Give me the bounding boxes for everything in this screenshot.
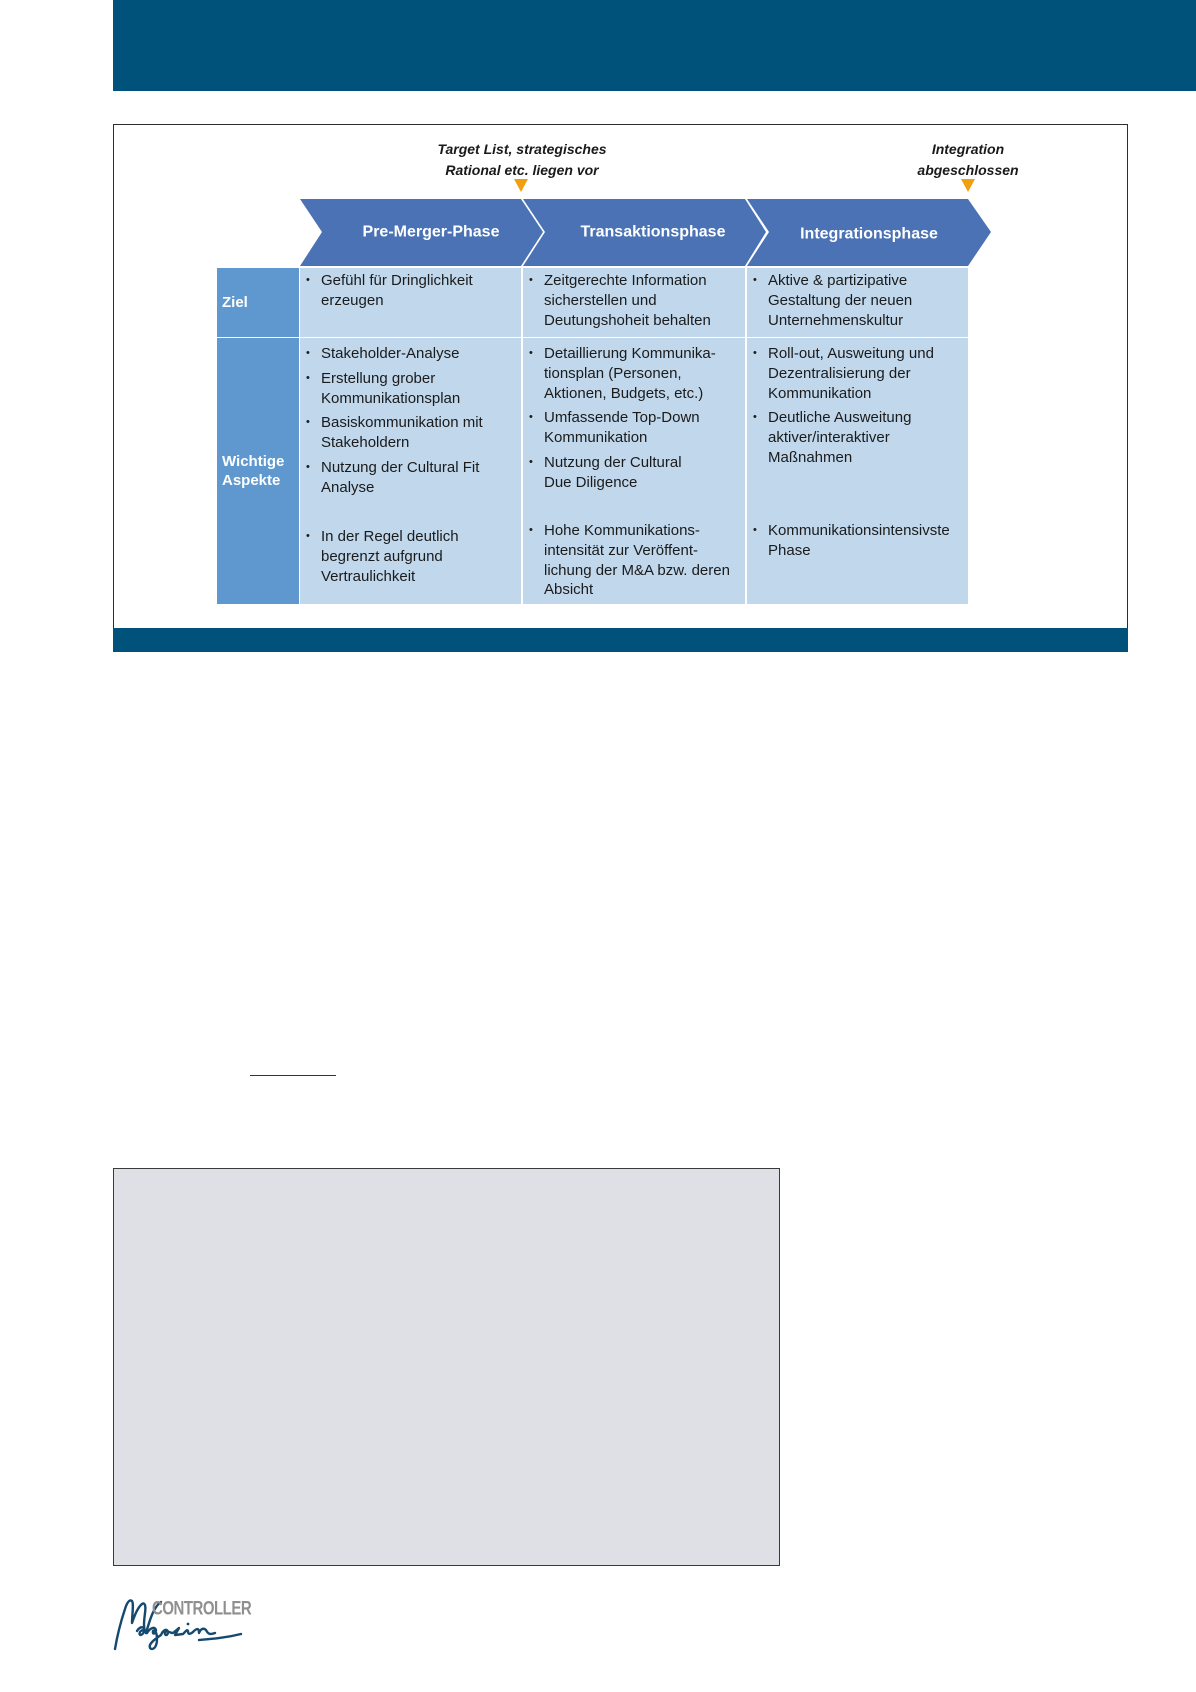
bullet-list-note: [747, 521, 968, 566]
phase-label-pre-merger: Pre-Merger-Phase: [362, 223, 500, 241]
cell-aspekte-integration: [747, 338, 968, 604]
footnote-divider: [250, 1075, 336, 1076]
bullet-list: [300, 271, 521, 316]
bullet-list: [747, 344, 968, 473]
list-item: • Aktive & partizipative Gestaltung der neuen Unternehmenskultur: [747, 271, 968, 330]
list-item: • Stakeholder-Analyse: [300, 344, 521, 364]
cell-ziel-transaktion: [523, 268, 745, 337]
list-item: • Umfassende Top-Down Kommunikation: [523, 408, 745, 448]
row-label-ziel: [217, 268, 299, 337]
list-item: • Zeitgerechte Information sicherstellen und Deutungshoheit behalten: [523, 271, 745, 330]
list-item: • Nutzung der Cultural Fit Analyse: [300, 458, 521, 498]
logo-wordmark: CONTROLLER: [152, 1597, 252, 1620]
phase-label-transaktion: Transaktionsphase: [580, 223, 726, 241]
list-item: • Erstellung grober Kommunikationsplan: [300, 369, 521, 409]
phase-figure: [113, 124, 1128, 652]
header-bar: [113, 0, 1196, 91]
bullet-list: [523, 271, 745, 335]
bullet-list-note: [300, 527, 521, 591]
list-item: • Kommunikationsintensivste Phase: [747, 521, 968, 561]
list-item: • Detaillierung Kommunika- tionsplan (Personen, Aktionen, Budgets, etc.): [523, 344, 745, 403]
row-label-wichtige-aspekte: [217, 338, 299, 604]
list-item: • Nutzung der Cultural Due Diligence: [523, 453, 745, 493]
phase-chevrons: [113, 124, 1013, 274]
milestone-label-integration: Integration abgeschlossen: [917, 141, 1019, 178]
bullet-list: [300, 344, 521, 502]
bullet-list: [747, 271, 968, 335]
bullet-list: [523, 344, 745, 497]
list-item: • Gefühl für Dringlichkeit erzeugen: [300, 271, 521, 311]
list-item: • Deutliche Ausweitung aktiver/interaktiver Maßnahmen: [747, 408, 968, 467]
bullet-list-note: [523, 521, 745, 605]
list-item: • Hohe Kommunikations- intensität zur Veröffent- lichung der M&A bzw. deren Absicht: [523, 521, 745, 600]
milestone-label-target-list: Target List, strategisches Rational etc. liegen vor: [437, 141, 607, 178]
list-item: • Roll-out, Ausweitung und Dezentralisierung der Kommunikation: [747, 344, 968, 403]
cell-ziel-integration: [747, 268, 968, 337]
row-label-text: Ziel: [222, 293, 248, 311]
list-item: • In der Regel deutlich begrenzt aufgrund Vertraulichkeit: [300, 527, 521, 586]
controller-magazin-logo: [113, 1593, 258, 1655]
figure-footer-bar: [113, 628, 1128, 652]
phase-label-integration: Integrationsphase: [800, 225, 938, 243]
cell-ziel-pre-merger: [300, 268, 521, 337]
row-label-text: Wichtige Aspekte: [222, 452, 285, 489]
cell-aspekte-transaktion: [523, 338, 745, 604]
cell-aspekte-pre-merger: [300, 338, 521, 604]
info-panel: [113, 1168, 780, 1566]
list-item: • Basiskommunikation mit Stakeholdern: [300, 413, 521, 453]
